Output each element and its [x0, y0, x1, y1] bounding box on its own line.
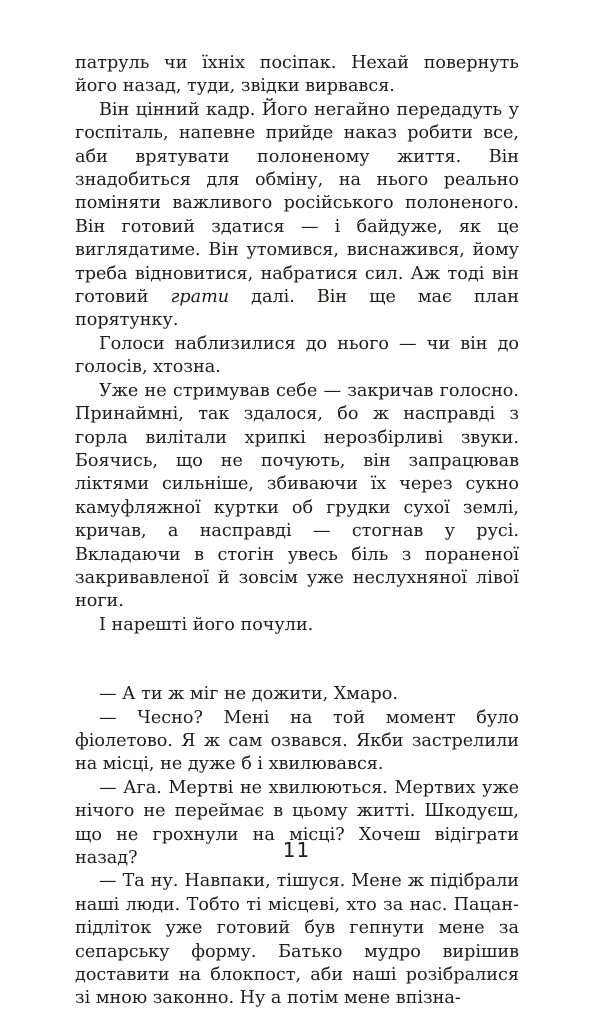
- dialogue-line-4: — Та ну. Навпаки, тішуся. Мене ж підібрали наші люди. Тобто ті місцеві, хто за нас. Пацан-підліток уже готовий був гепнути мене за сепарську форму. Батько мудро вирішив доставити на блокпост, аби наші розібралися зі мною законно. Ну а потім мене впізна-: [75, 871, 519, 1009]
- paragraph-4: Уже не стримував себе — закричав голосно. Принаймні, так здалося, бо ж насправді з горла вилітали хрипкі нерозбірливі звуки. Боячись, що не почують, він запрацював ліктями сильніше, збиваючи їх через сукно камуфляжної куртки об грудки сухої землі, кричав, а насправді — стогнав у русі. Вкладаючи в стогін увесь біль з пораненої закривавленої й зовсім уже неслухняної лівої ноги.: [75, 380, 519, 612]
- page-body: [75, 52, 519, 1011]
- paragraph-1: патруль чи їхніх посіпак. Нехай повернуть його назад, туди, звідки вирвався.: [75, 53, 519, 97]
- dialogue-line-2: — Чесно? Мені на той момент було фіолетово. Я ж сам озвався. Якби застрелили на місці, не дуже б і хвилювався.: [75, 707, 519, 775]
- section-break: [75, 637, 519, 683]
- paragraph-3: Голоси наблизилися до нього — чи він до голосів, хтозна.: [75, 333, 519, 378]
- page-number: 11: [282, 838, 311, 862]
- italic-word: грати: [170, 287, 230, 308]
- paragraph-2-tail: далі. Він ще має план порятунку.: [75, 287, 519, 331]
- dialogue-line-1: — А ти ж міг не дожити, Хмаро.: [99, 684, 398, 705]
- paragraph-2-text: Він цінний кадр. Його негайно передадуть у госпіталь, напевне прийде наказ робити все, аби врятувати полоненому життя. Він знадобиться для обміну, на нього реально поміняти важливого російського полоненого. Він готовий здатися — і байдуже, як це виглядатиме. Він утомився, виснажився, йому треба відновитися, набратися сил. Аж тоді він готовий: [75, 99, 519, 308]
- paragraph-2: [75, 99, 519, 333]
- paragraph-5: І нарешті його почули.: [99, 614, 314, 635]
- dialogue-line-3: — Ага. Мертві не хвилюються. Мертвих уже нічого не переймає в цьому житті. Шкодуєш, що не грохнули на місці? Хочеш відіграти назад?: [75, 777, 519, 868]
